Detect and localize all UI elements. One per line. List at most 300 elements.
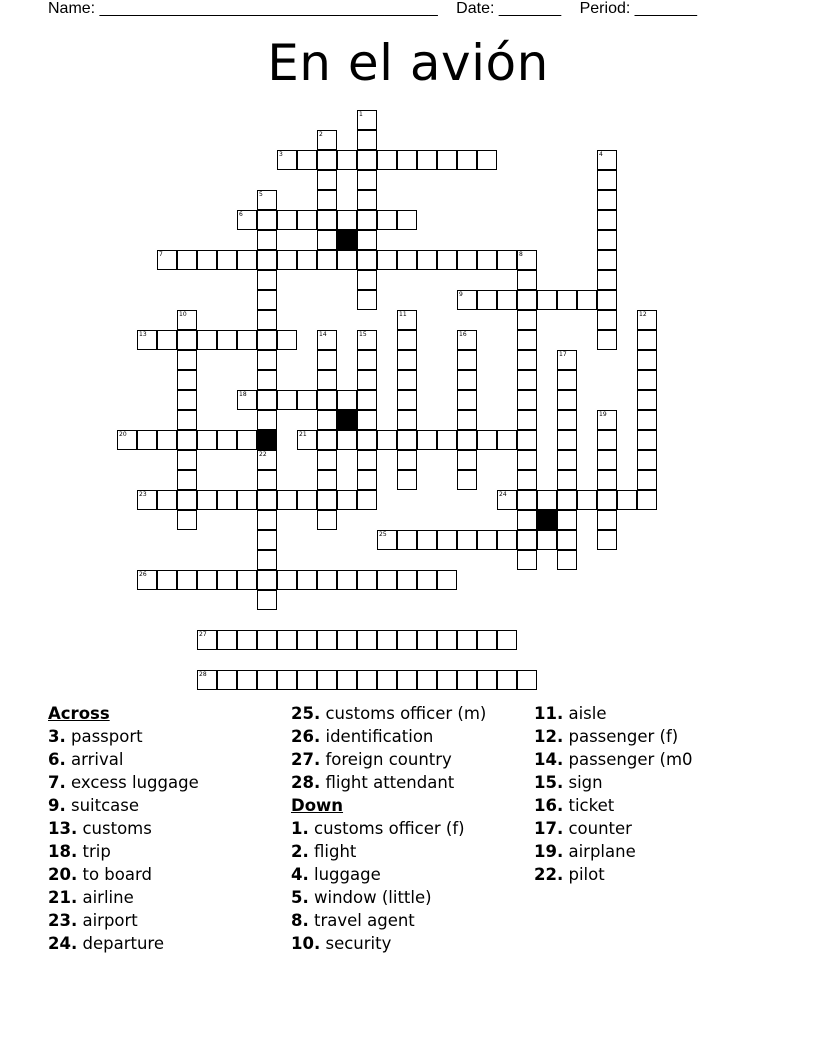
grid-cell[interactable]	[357, 270, 377, 290]
grid-cell[interactable]	[237, 250, 257, 270]
grid-cell[interactable]	[317, 570, 337, 590]
grid-cell[interactable]	[557, 390, 577, 410]
clue-text: flight attendant	[320, 773, 455, 792]
grid-cell[interactable]	[417, 530, 437, 550]
grid-cell[interactable]	[357, 110, 377, 130]
grid-cell[interactable]	[177, 430, 197, 450]
grid-cell[interactable]	[277, 210, 297, 230]
grid-cell[interactable]	[277, 250, 297, 270]
clue-number: 9	[459, 291, 463, 298]
grid-cell[interactable]	[597, 530, 617, 550]
period-field[interactable]: Period: _______	[579, 0, 698, 17]
grid-cell[interactable]	[517, 270, 537, 290]
grid-cell[interactable]	[257, 510, 277, 530]
grid-cell[interactable]	[517, 470, 537, 490]
grid-cell[interactable]	[297, 210, 317, 230]
grid-cell[interactable]	[277, 630, 297, 650]
grid-cell[interactable]	[397, 530, 417, 550]
grid-cell[interactable]	[257, 550, 277, 570]
grid-cell[interactable]	[317, 210, 337, 230]
grid-cell[interactable]	[517, 450, 537, 470]
grid-cell[interactable]	[317, 190, 337, 210]
grid-cell[interactable]	[397, 350, 417, 370]
grid-cell[interactable]	[597, 290, 617, 310]
grid-cell[interactable]	[177, 510, 197, 530]
grid-cell[interactable]	[497, 250, 517, 270]
grid-cell[interactable]	[417, 150, 437, 170]
grid-cell[interactable]	[177, 410, 197, 430]
clue-num: 9.	[48, 796, 66, 815]
clue-number: 5	[259, 191, 263, 198]
grid-cell[interactable]	[417, 670, 437, 690]
grid-cell[interactable]	[397, 670, 417, 690]
grid-cell[interactable]	[257, 490, 277, 510]
grid-cell[interactable]	[397, 430, 417, 450]
grid-cell[interactable]	[297, 150, 317, 170]
grid-cell[interactable]	[557, 370, 577, 390]
grid-cell[interactable]	[257, 330, 277, 350]
grid-cell[interactable]	[337, 150, 357, 170]
grid-cell[interactable]	[517, 390, 537, 410]
across-clue	[48, 909, 199, 932]
grid-cell[interactable]	[597, 190, 617, 210]
grid-cell[interactable]	[417, 630, 437, 650]
grid-cell[interactable]	[637, 370, 657, 390]
grid-cell[interactable]	[177, 470, 197, 490]
grid-cell[interactable]	[377, 630, 397, 650]
grid-cell[interactable]	[337, 490, 357, 510]
grid-cell[interactable]	[377, 530, 397, 550]
grid-cell[interactable]	[337, 430, 357, 450]
grid-cell[interactable]	[477, 250, 497, 270]
grid-cell[interactable]	[357, 130, 377, 150]
grid-cell[interactable]	[157, 490, 177, 510]
grid-cell[interactable]	[357, 670, 377, 690]
grid-cell[interactable]	[237, 430, 257, 450]
down-clue	[534, 702, 693, 725]
grid-cell[interactable]	[257, 670, 277, 690]
grid-cell[interactable]	[217, 430, 237, 450]
grid-cell[interactable]	[437, 570, 457, 590]
grid-cell[interactable]	[157, 250, 177, 270]
grid-cell[interactable]	[517, 290, 537, 310]
grid-cell[interactable]	[357, 370, 377, 390]
grid-cell[interactable]	[637, 470, 657, 490]
grid-cell[interactable]	[397, 370, 417, 390]
grid-cell[interactable]	[397, 330, 417, 350]
grid-cell[interactable]	[377, 570, 397, 590]
grid-cell[interactable]	[317, 370, 337, 390]
grid-cell[interactable]	[617, 490, 637, 510]
grid-cell[interactable]	[357, 150, 377, 170]
grid-cell[interactable]	[637, 430, 657, 450]
grid-cell[interactable]	[257, 570, 277, 590]
grid-cell[interactable]	[597, 170, 617, 190]
clue-number: 23	[139, 491, 147, 498]
grid-cell[interactable]	[557, 410, 577, 430]
grid-cell[interactable]	[637, 350, 657, 370]
down-clue	[534, 771, 693, 794]
grid-cell[interactable]	[357, 450, 377, 470]
grid-cell[interactable]	[577, 290, 597, 310]
grid-cell[interactable]	[357, 410, 377, 430]
clue-number: 25	[379, 531, 387, 538]
grid-cell[interactable]	[377, 670, 397, 690]
grid-cell[interactable]	[257, 210, 277, 230]
grid-cell[interactable]	[457, 670, 477, 690]
grid-cell[interactable]	[477, 150, 497, 170]
grid-cell[interactable]	[257, 230, 277, 250]
grid-cell[interactable]	[397, 150, 417, 170]
grid-cell[interactable]	[317, 130, 337, 150]
grid-cell[interactable]	[257, 630, 277, 650]
down-clue	[534, 725, 693, 748]
grid-cell[interactable]	[577, 490, 597, 510]
grid-cell[interactable]	[297, 670, 317, 690]
grid-cell[interactable]	[557, 450, 577, 470]
grid-cell[interactable]	[177, 250, 197, 270]
grid-cell[interactable]	[297, 390, 317, 410]
clue-number: 2	[319, 131, 323, 138]
clue-num: 14.	[534, 750, 564, 769]
grid-cell[interactable]	[357, 330, 377, 350]
grid-cell[interactable]	[337, 630, 357, 650]
grid-cell[interactable]	[477, 630, 497, 650]
grid-cell[interactable]	[637, 490, 657, 510]
grid-cell[interactable]	[317, 410, 337, 430]
grid-cell[interactable]	[157, 430, 177, 450]
grid-cell[interactable]	[217, 490, 237, 510]
grid-cell[interactable]	[357, 190, 377, 210]
grid-cell[interactable]	[597, 330, 617, 350]
grid-cell[interactable]	[277, 570, 297, 590]
grid-cell[interactable]	[197, 490, 217, 510]
grid-cell[interactable]	[317, 470, 337, 490]
grid-cell[interactable]	[277, 390, 297, 410]
grid-cell[interactable]	[137, 330, 157, 350]
grid-cell[interactable]	[177, 570, 197, 590]
grid-cell[interactable]	[517, 330, 537, 350]
grid-cell[interactable]	[497, 490, 517, 510]
grid-cell[interactable]	[237, 490, 257, 510]
grid-cell[interactable]	[197, 330, 217, 350]
grid-cell[interactable]	[357, 250, 377, 270]
grid-cell[interactable]	[277, 670, 297, 690]
grid-cell[interactable]	[457, 630, 477, 650]
grid-cell[interactable]	[537, 290, 557, 310]
grid-cell[interactable]	[217, 670, 237, 690]
grid-cell[interactable]	[477, 670, 497, 690]
clue-text: passenger (f)	[563, 727, 679, 746]
grid-cell[interactable]	[217, 630, 237, 650]
grid-cell[interactable]	[377, 250, 397, 270]
grid-cell[interactable]	[557, 490, 577, 510]
clue-num: 8.	[291, 911, 309, 930]
grid-cell[interactable]	[557, 470, 577, 490]
grid-cell[interactable]	[517, 350, 537, 370]
across-clue	[48, 840, 199, 863]
grid-cell[interactable]	[397, 450, 417, 470]
grid-cell[interactable]	[197, 570, 217, 590]
grid-cell[interactable]	[357, 430, 377, 450]
clue-number: 7	[159, 251, 163, 258]
grid-cell[interactable]	[597, 410, 617, 430]
grid-cell[interactable]	[597, 250, 617, 270]
grid-cell[interactable]	[317, 250, 337, 270]
grid-cell[interactable]	[477, 290, 497, 310]
grid-cell[interactable]	[437, 670, 457, 690]
grid-cell[interactable]	[297, 250, 317, 270]
grid-cell[interactable]	[337, 390, 357, 410]
grid-cell[interactable]	[357, 350, 377, 370]
grid-cell[interactable]	[317, 150, 337, 170]
grid-cell[interactable]	[177, 370, 197, 390]
grid-cell[interactable]	[637, 390, 657, 410]
grid-cell[interactable]	[597, 270, 617, 290]
grid-cell[interactable]	[437, 250, 457, 270]
grid-cell[interactable]	[417, 250, 437, 270]
grid-cell[interactable]	[557, 550, 577, 570]
grid-cell[interactable]	[377, 150, 397, 170]
grid-cell[interactable]	[597, 230, 617, 250]
grid-cell[interactable]	[557, 530, 577, 550]
clue-text: window (little)	[308, 888, 432, 907]
grid-cell[interactable]	[497, 430, 517, 450]
grid-cell[interactable]	[497, 670, 517, 690]
grid-cell[interactable]	[257, 310, 277, 330]
grid-cell[interactable]	[237, 630, 257, 650]
grid-cell[interactable]	[537, 490, 557, 510]
grid-cell[interactable]	[137, 430, 157, 450]
grid-cell[interactable]	[597, 150, 617, 170]
grid-cell[interactable]	[357, 230, 377, 250]
grid-cell[interactable]	[457, 350, 477, 370]
grid-cell[interactable]	[357, 390, 377, 410]
grid-cell[interactable]	[557, 430, 577, 450]
grid-cell[interactable]	[277, 330, 297, 350]
grid-cell[interactable]	[357, 170, 377, 190]
grid-cell[interactable]	[637, 310, 657, 330]
grid-cell[interactable]	[437, 630, 457, 650]
grid-cell[interactable]	[337, 250, 357, 270]
grid-cell[interactable]	[357, 570, 377, 590]
grid-cell[interactable]	[137, 570, 157, 590]
grid-cell[interactable]	[157, 570, 177, 590]
date-field[interactable]: Date: _______	[456, 0, 562, 17]
grid-cell[interactable]	[317, 230, 337, 250]
clue-text: security	[320, 934, 392, 953]
grid-cell[interactable]	[237, 570, 257, 590]
grid-cell[interactable]	[437, 530, 457, 550]
clue-number: 22	[259, 451, 267, 458]
grid-cell[interactable]	[457, 450, 477, 470]
across-clue	[48, 748, 199, 771]
clue-text: airport	[77, 911, 138, 930]
grid-cell[interactable]	[397, 470, 417, 490]
grid-cell[interactable]	[357, 210, 377, 230]
clue-text: travel agent	[308, 911, 415, 930]
grid-cell[interactable]	[457, 330, 477, 350]
grid-cell[interactable]	[597, 310, 617, 330]
grid-cell[interactable]	[257, 190, 277, 210]
grid-cell[interactable]	[517, 310, 537, 330]
grid-cell[interactable]	[237, 210, 257, 230]
grid-cell[interactable]	[397, 210, 417, 230]
grid-cell[interactable]	[377, 430, 397, 450]
grid-cell[interactable]	[417, 570, 437, 590]
grid-cell[interactable]	[457, 290, 477, 310]
clue-num: 26.	[291, 727, 321, 746]
grid-cell[interactable]	[137, 490, 157, 510]
grid-cell[interactable]	[157, 330, 177, 350]
clue-num: 2.	[291, 842, 309, 861]
grid-cell[interactable]	[517, 410, 537, 430]
grid-cell[interactable]	[517, 670, 537, 690]
grid-cell[interactable]	[257, 450, 277, 470]
name-field[interactable]: Name: ______________________________________	[48, 0, 438, 17]
grid-cell[interactable]	[397, 410, 417, 430]
down-clue	[534, 748, 693, 771]
grid-cell[interactable]	[317, 430, 337, 450]
grid-cell[interactable]	[437, 150, 457, 170]
grid-cell[interactable]	[317, 170, 337, 190]
grid-cell[interactable]	[177, 390, 197, 410]
grid-cell[interactable]	[257, 590, 277, 610]
grid-cell[interactable]	[457, 150, 477, 170]
grid-cell[interactable]	[217, 570, 237, 590]
grid-cell[interactable]	[257, 270, 277, 290]
grid-cell[interactable]	[357, 490, 377, 510]
grid-cell[interactable]	[317, 450, 337, 470]
grid-cell[interactable]	[337, 670, 357, 690]
grid-cell[interactable]	[397, 390, 417, 410]
grid-cell[interactable]	[517, 430, 537, 450]
grid-cell[interactable]	[317, 630, 337, 650]
grid-cell[interactable]	[197, 430, 217, 450]
across-clue	[48, 863, 199, 886]
grid-cell[interactable]	[277, 150, 297, 170]
grid-cell[interactable]	[237, 670, 257, 690]
grid-cell[interactable]	[477, 430, 497, 450]
grid-cell[interactable]	[497, 530, 517, 550]
grid-cell[interactable]	[317, 670, 337, 690]
grid-cell[interactable]	[177, 350, 197, 370]
down-clue	[291, 909, 486, 932]
clue-number: 26	[139, 571, 147, 578]
grid-cell[interactable]	[517, 510, 537, 530]
grid-cell[interactable]	[397, 570, 417, 590]
grid-cell[interactable]	[317, 350, 337, 370]
grid-cell[interactable]	[237, 330, 257, 350]
grid-cell[interactable]	[457, 370, 477, 390]
grid-cell[interactable]	[597, 490, 617, 510]
grid-cell[interactable]	[117, 430, 137, 450]
grid-cell[interactable]	[457, 390, 477, 410]
grid-cell[interactable]	[257, 410, 277, 430]
grid-cell[interactable]	[257, 370, 277, 390]
grid-cell[interactable]	[297, 630, 317, 650]
grid-cell[interactable]	[597, 450, 617, 470]
grid-cell[interactable]	[297, 490, 317, 510]
grid-cell[interactable]	[417, 430, 437, 450]
clue-number: 14	[319, 331, 327, 338]
grid-cell[interactable]	[217, 330, 237, 350]
grid-cell[interactable]	[197, 250, 217, 270]
grid-cell[interactable]	[337, 210, 357, 230]
grid-cell[interactable]	[397, 630, 417, 650]
grid-cell[interactable]	[457, 530, 477, 550]
grid-cell[interactable]	[477, 530, 497, 550]
grid-cell[interactable]	[197, 630, 217, 650]
grid-cell[interactable]	[497, 630, 517, 650]
grid-cell[interactable]	[237, 390, 257, 410]
clue-text: foreign country	[320, 750, 452, 769]
grid-cell[interactable]	[397, 250, 417, 270]
grid-cell[interactable]	[217, 250, 237, 270]
clue-text: customs	[77, 819, 152, 838]
grid-cell[interactable]	[517, 550, 537, 570]
grid-cell[interactable]	[497, 290, 517, 310]
grid-cell[interactable]	[277, 490, 297, 510]
grid-cell[interactable]	[337, 570, 357, 590]
grid-cell[interactable]	[177, 450, 197, 470]
grid-cell[interactable]	[257, 470, 277, 490]
grid-cell[interactable]	[297, 570, 317, 590]
grid-cell[interactable]	[597, 430, 617, 450]
grid-cell[interactable]	[517, 370, 537, 390]
grid-cell[interactable]	[317, 330, 337, 350]
grid-cell[interactable]	[457, 430, 477, 450]
grid-cell[interactable]	[517, 490, 537, 510]
grid-cell[interactable]	[177, 330, 197, 350]
grid-cell[interactable]	[317, 510, 337, 530]
grid-cell[interactable]	[457, 250, 477, 270]
grid-cell[interactable]	[397, 310, 417, 330]
grid-cell[interactable]	[637, 330, 657, 350]
black-cell	[337, 230, 357, 250]
grid-cell[interactable]	[177, 310, 197, 330]
grid-cell[interactable]	[597, 210, 617, 230]
grid-cell[interactable]	[257, 350, 277, 370]
grid-cell[interactable]	[457, 470, 477, 490]
grid-cell[interactable]	[197, 670, 217, 690]
grid-cell[interactable]	[297, 430, 317, 450]
grid-cell[interactable]	[517, 250, 537, 270]
grid-cell[interactable]	[357, 630, 377, 650]
grid-cell[interactable]	[637, 450, 657, 470]
grid-cell[interactable]	[437, 430, 457, 450]
grid-cell[interactable]	[517, 530, 537, 550]
grid-cell[interactable]	[317, 490, 337, 510]
grid-cell[interactable]	[257, 390, 277, 410]
grid-cell[interactable]	[317, 390, 337, 410]
grid-cell[interactable]	[377, 210, 397, 230]
grid-cell[interactable]	[257, 290, 277, 310]
grid-cell[interactable]	[177, 490, 197, 510]
grid-cell[interactable]	[457, 410, 477, 430]
grid-cell[interactable]	[257, 530, 277, 550]
grid-cell[interactable]	[537, 530, 557, 550]
grid-cell[interactable]	[557, 290, 577, 310]
grid-cell[interactable]	[557, 350, 577, 370]
grid-cell[interactable]	[357, 470, 377, 490]
grid-cell[interactable]	[597, 470, 617, 490]
grid-cell[interactable]	[257, 250, 277, 270]
grid-cell[interactable]	[357, 290, 377, 310]
grid-cell[interactable]	[637, 410, 657, 430]
grid-cell[interactable]	[557, 510, 577, 530]
grid-cell[interactable]	[597, 510, 617, 530]
